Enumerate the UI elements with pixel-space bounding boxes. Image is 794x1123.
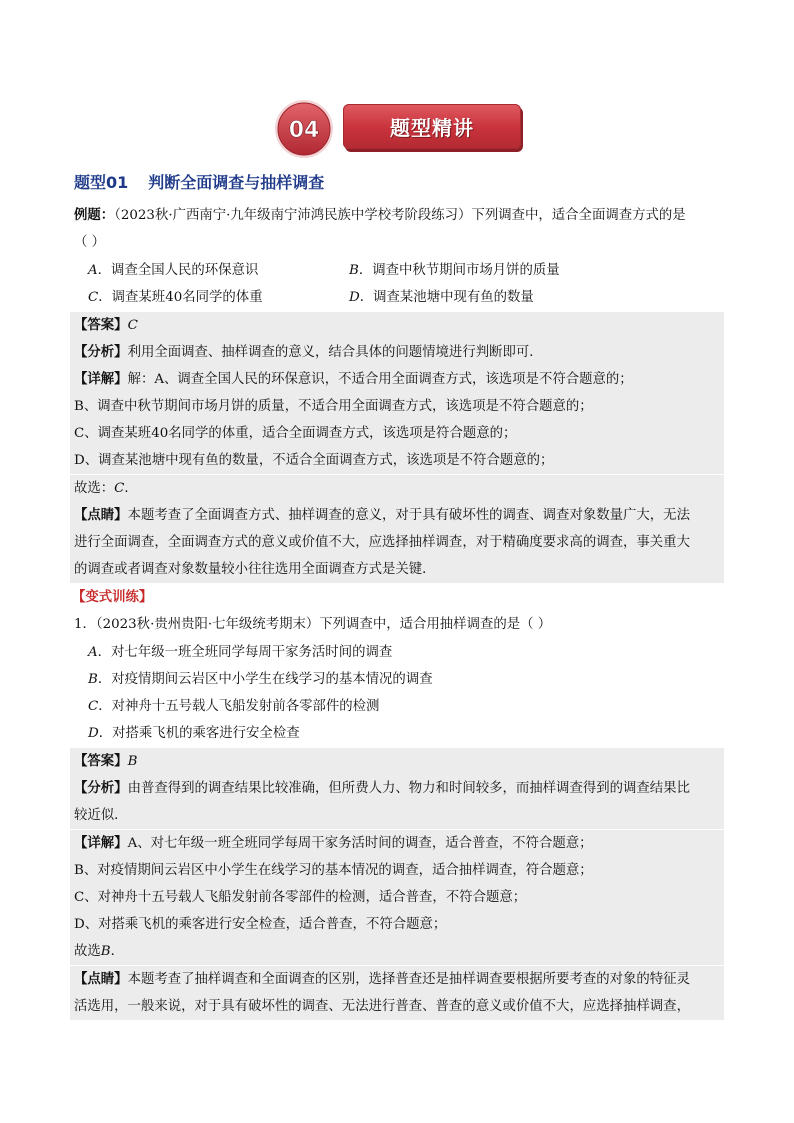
practice-comment-2: 活选用，一般来说，对于具有破坏性的调查、无法进行普查、普查的意义或价值不大，应选择抽样调查， <box>70 993 724 1020</box>
practice-detail-2: B、对疫情期间云岩区中小学生在线学习的基本情况的调查，适合抽样调查，符合题意； <box>70 857 724 884</box>
practice-option-b <box>88 666 433 693</box>
detail-text: 解：A、调查全国人民的环保意识，不适合用全面调查方式，该选项是不符合题意的； <box>127 372 633 387</box>
example-comment-1 <box>70 502 724 529</box>
practice-conclusion <box>70 938 724 965</box>
analysis-text: 由普查得到的调查结果比较准确，但所费人力、物力和时间较多，而抽样调查得到的调查结果比 <box>127 781 690 796</box>
example-stem <box>74 202 686 229</box>
answer-tag: 【答案】 <box>74 317 128 333</box>
option-letter: B <box>349 263 359 278</box>
example-comment-3: 的调查或者调查对象数量较小往往选用全面调查方式是关键． <box>70 556 724 583</box>
practice-analysis-2: 较近似． <box>70 802 724 829</box>
option-letter: B <box>88 672 98 687</box>
comment-text: 本题考查了全面调查方式、抽样调查的意义，对于具有破坏性的调查、调查对象数量广大，无法 <box>127 508 690 523</box>
comment-text: 本题考查了抽样调查和全面调查的区别，选择普查还是抽样调查要根据所要考查的对象的特征灵 <box>127 972 690 987</box>
comment-tag: 【点睛】 <box>74 507 128 523</box>
option-letter: A <box>88 263 98 278</box>
example-detail-4: D、调查某池塘中现有鱼的数量，不适合全面调查方式，该选项是不符合题意的； <box>70 447 724 474</box>
example-stem-text: （2023秋·广西南宁·九年级南宁沛鸿民族中学校考阶段练习）下列调查中，适合全面调查方式的是 <box>114 208 686 223</box>
question-type-label: 题型01 <box>74 173 129 192</box>
option-text: ．调查中秋节期间市场月饼的质量 <box>358 263 560 278</box>
conclusion-suffix: ． <box>110 944 125 959</box>
conclusion-suffix: ． <box>124 481 138 496</box>
practice-detail-1 <box>70 830 724 857</box>
detail-tag: 【详解】 <box>74 835 128 851</box>
example-analysis <box>70 339 724 366</box>
practice-tag: 【变式训练】 <box>72 590 153 605</box>
comment-tag: 【点睛】 <box>74 971 128 987</box>
option-text: ．对七年级一班全班同学每周干家务活时间的调查 <box>97 645 393 660</box>
conclusion-prefix: 故选： <box>74 481 115 496</box>
option-letter: C <box>88 699 99 714</box>
option-letter: D <box>349 290 360 305</box>
example-label: 例题： <box>74 207 115 223</box>
analysis-text: 利用全面调查、抽样调查的意义，结合具体的问题情境进行判断即可． <box>127 345 543 360</box>
practice-option-c <box>88 693 379 720</box>
answer-value: B <box>127 754 138 769</box>
question-type-title <box>74 170 324 193</box>
example-option-b <box>349 257 560 284</box>
option-letter: A <box>88 645 98 660</box>
example-answer <box>70 312 724 339</box>
option-letter: D <box>88 726 99 741</box>
example-comment-2: 进行全面调查，全面调查方式的意义或价值不大，应选择抽样调查，对于精确度要求高的调查，事关重大 <box>70 529 724 556</box>
example-option-a <box>88 257 258 284</box>
practice-analysis-1 <box>70 775 724 802</box>
question-type-name: 判断全面调查与抽样调查 <box>148 173 325 192</box>
option-text: ．对疫情期间云岩区中小学生在线学习的基本情况的调查 <box>97 672 433 687</box>
option-text: ．对搭乘飞机的乘客进行安全检查 <box>98 726 300 741</box>
example-stem-blank: （ ） <box>74 235 106 250</box>
example-option-d <box>349 284 534 311</box>
option-text: ．调查全国人民的环保意识 <box>97 263 259 278</box>
answer-tag: 【答案】 <box>74 753 128 769</box>
example-detail-3: C、调查某班40名同学的体重，适合全面调查方式，该选项是符合题意的； <box>70 420 724 447</box>
example-option-c <box>88 284 263 311</box>
practice-option-a <box>88 639 392 666</box>
practice-comment-1 <box>70 966 724 993</box>
option-text: ．对神舟十五号载人飞船发射前各零部件的检测 <box>98 699 380 714</box>
conclusion-prefix: 故选 <box>74 944 101 959</box>
example-detail-2: B、调查中秋节期间市场月饼的质量，不适合用全面调查方式，该选项是不符合题意的； <box>70 393 724 420</box>
option-text: ．调查某班40名同学的体重 <box>98 290 263 305</box>
option-text: ．调查某池塘中现有鱼的数量 <box>359 290 534 305</box>
example-detail-1 <box>70 366 724 393</box>
section-number-badge <box>273 98 335 160</box>
detail-text: A、对七年级一班全班同学每周干家务活时间的调查，适合普查，不符合题意； <box>127 836 593 851</box>
practice-q1-stem: 1．（2023秋·贵州贵阳·七年级统考期末）下列调查中，适合用抽样调查的是（ ） <box>74 617 552 632</box>
analysis-tag: 【分析】 <box>74 344 128 360</box>
analysis-tag: 【分析】 <box>74 780 128 796</box>
section-banner <box>343 104 521 149</box>
practice-detail-3: C、对神舟十五号载人飞船发射前各零部件的检测，适合普查，不符合题意； <box>70 884 724 911</box>
badge-graphic <box>273 98 335 160</box>
example-conclusion <box>70 475 724 502</box>
answer-value: C <box>127 318 138 333</box>
practice-answer <box>70 748 724 775</box>
badge-number: 04 <box>288 118 320 143</box>
detail-tag: 【详解】 <box>74 371 128 387</box>
option-letter: C <box>88 290 99 305</box>
practice-detail-4: D、对搭乘飞机的乘客进行安全检查，适合普查，不符合题意； <box>70 911 724 938</box>
banner-title: 题型精讲 <box>390 116 474 140</box>
practice-option-d <box>88 720 300 747</box>
conclusion-value: C <box>114 481 125 496</box>
conclusion-value: B <box>100 944 111 959</box>
